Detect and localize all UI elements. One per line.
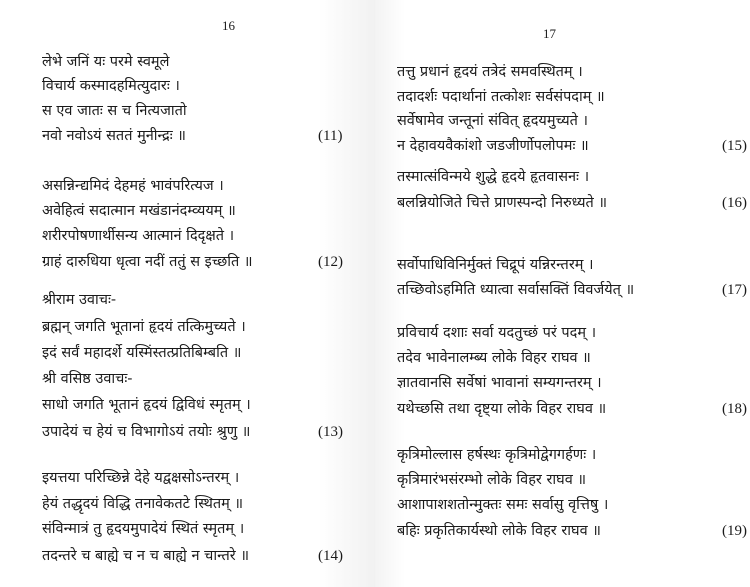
verse-line: लेभे जनिं यः परमे स्वमूले [42,54,170,70]
verse-line: संविन्मात्रं तु हृदयमुपादेयं स्थितं स्मृतम् । [42,521,245,537]
verse-number: (17) [722,282,747,298]
verse-line: स एव जातः स च नित्यजातो [42,103,187,119]
verse-line: सर्वोपाधिविनिर्मुक्तं चिद्रूपं यन्निरन्तरम् । [397,257,594,273]
verse-line: कृत्रिमारंभसंरम्भो लोके विहर राघव ॥ [397,472,587,488]
page-number: 17 [543,26,556,41]
verse-line: तस्मात्संविन्मये शुद्धे हृदये हृतवासनः । [397,169,590,185]
right-page [375,0,750,587]
verse-line: असन्निन्द्यमिदं देहमहं भावंपरित्यज । [42,178,224,194]
verse-line: तच्छिवोऽहमिति ध्यात्वा सर्वासक्तिं विवर्जयेत् ॥ [397,282,635,298]
verse-line: विचार्य कस्मादहमित्युदारः । [42,78,180,94]
verse-line: ब्रह्मन् जगति भूतानां हृदयं तत्किमुच्यते । [42,319,246,335]
verse-line: श्री वसिष्ठ उवाचः- [42,371,133,387]
verse-line: तदन्तरे च बाह्ये च न च बाह्ये न चान्तरे ॥ [42,548,250,564]
verse-line: तदेव भावेनालम्ब्य लोके विहर राघव ॥ [397,350,591,366]
verse-line: ज्ञातवानसि सर्वेषां भावानां सम्यगन्तरम् । [397,375,602,391]
verse-line: तत्तु प्रधानं हृदयं तत्रेदं समवस्थितम् । [397,64,583,80]
verse-line: प्रविचार्य दशाः सर्वा यदतुच्छं परं पदम् । [397,325,597,341]
verse-number: (11) [318,128,343,144]
verse-line: श्रीराम उवाचः- [42,292,117,308]
verse-line: कृत्रिमोल्लास हर्षस्थः कृत्रिमोद्वेगगर्हणः । [397,447,597,463]
verse-number: (13) [318,424,343,440]
verse-line: आशापाशशतोन्मुक्तः समः सर्वासु वृत्तिषु । [397,497,609,513]
verse-line: यथेच्छसि तथा दृष्ट्या लोके विहर राघव ॥ [397,401,607,417]
verse-number: (15) [722,138,747,154]
verse-line: सर्वेषामेव जन्तूनां संवित् हृदयमुच्यते । [397,113,589,129]
verse-line: इयत्तया परिच्छिन्ने देहे यद्वक्षसोऽन्तरम् । [42,470,240,486]
verse-line: बलन्नियोजिते चित्ते प्राणस्पन्दो निरुध्यते ॥ [397,195,608,211]
verse-line: इदं सर्वं महादर्शे यस्मिंस्तत्प्रतिबिम्बति ॥ [42,345,242,361]
verse-number: (12) [318,254,343,270]
verse-number: (14) [318,548,343,564]
verse-line: ग्राहं दारुधिया धृत्वा नदीं ततुं स इच्छति ॥ [42,254,253,270]
verse-line: शरीरपोषणार्थीसन्य आत्मानं दिदृक्षते । [42,228,235,244]
page-number: 16 [222,18,235,33]
verse-line: न देहावयवैकांशो जडजीर्णोपलोपमः ॥ [397,138,589,154]
verse-number: (16) [722,195,747,211]
verse-number: (19) [722,523,747,539]
verse-line: बहिः प्रकृतिकार्यस्थो लोके विहर राघव ॥ [397,523,601,539]
verse-line: तदादर्शः पदार्थानां तत्कोशः सर्वसंपदाम् ॥ [397,89,605,105]
verse-line: उपादेयं च हेयं च विभागोऽयं तयोः श्रुणु ॥ [42,424,251,440]
verse-line: अवेहित्वं सदात्मान मखंडानंदम्व्ययम् ॥ [42,203,236,219]
verse-number: (18) [722,401,747,417]
verse-line: नवो नवोऽयं सततं मुनीन्द्रः ॥ [42,128,186,144]
verse-line: साधो जगति भूतानं हृदयं द्विविधं स्मृतम् । [42,397,251,413]
verse-line: हेयं तद्धृदयं विद्धि तनावेकतटे स्थितम् ॥ [42,496,244,512]
